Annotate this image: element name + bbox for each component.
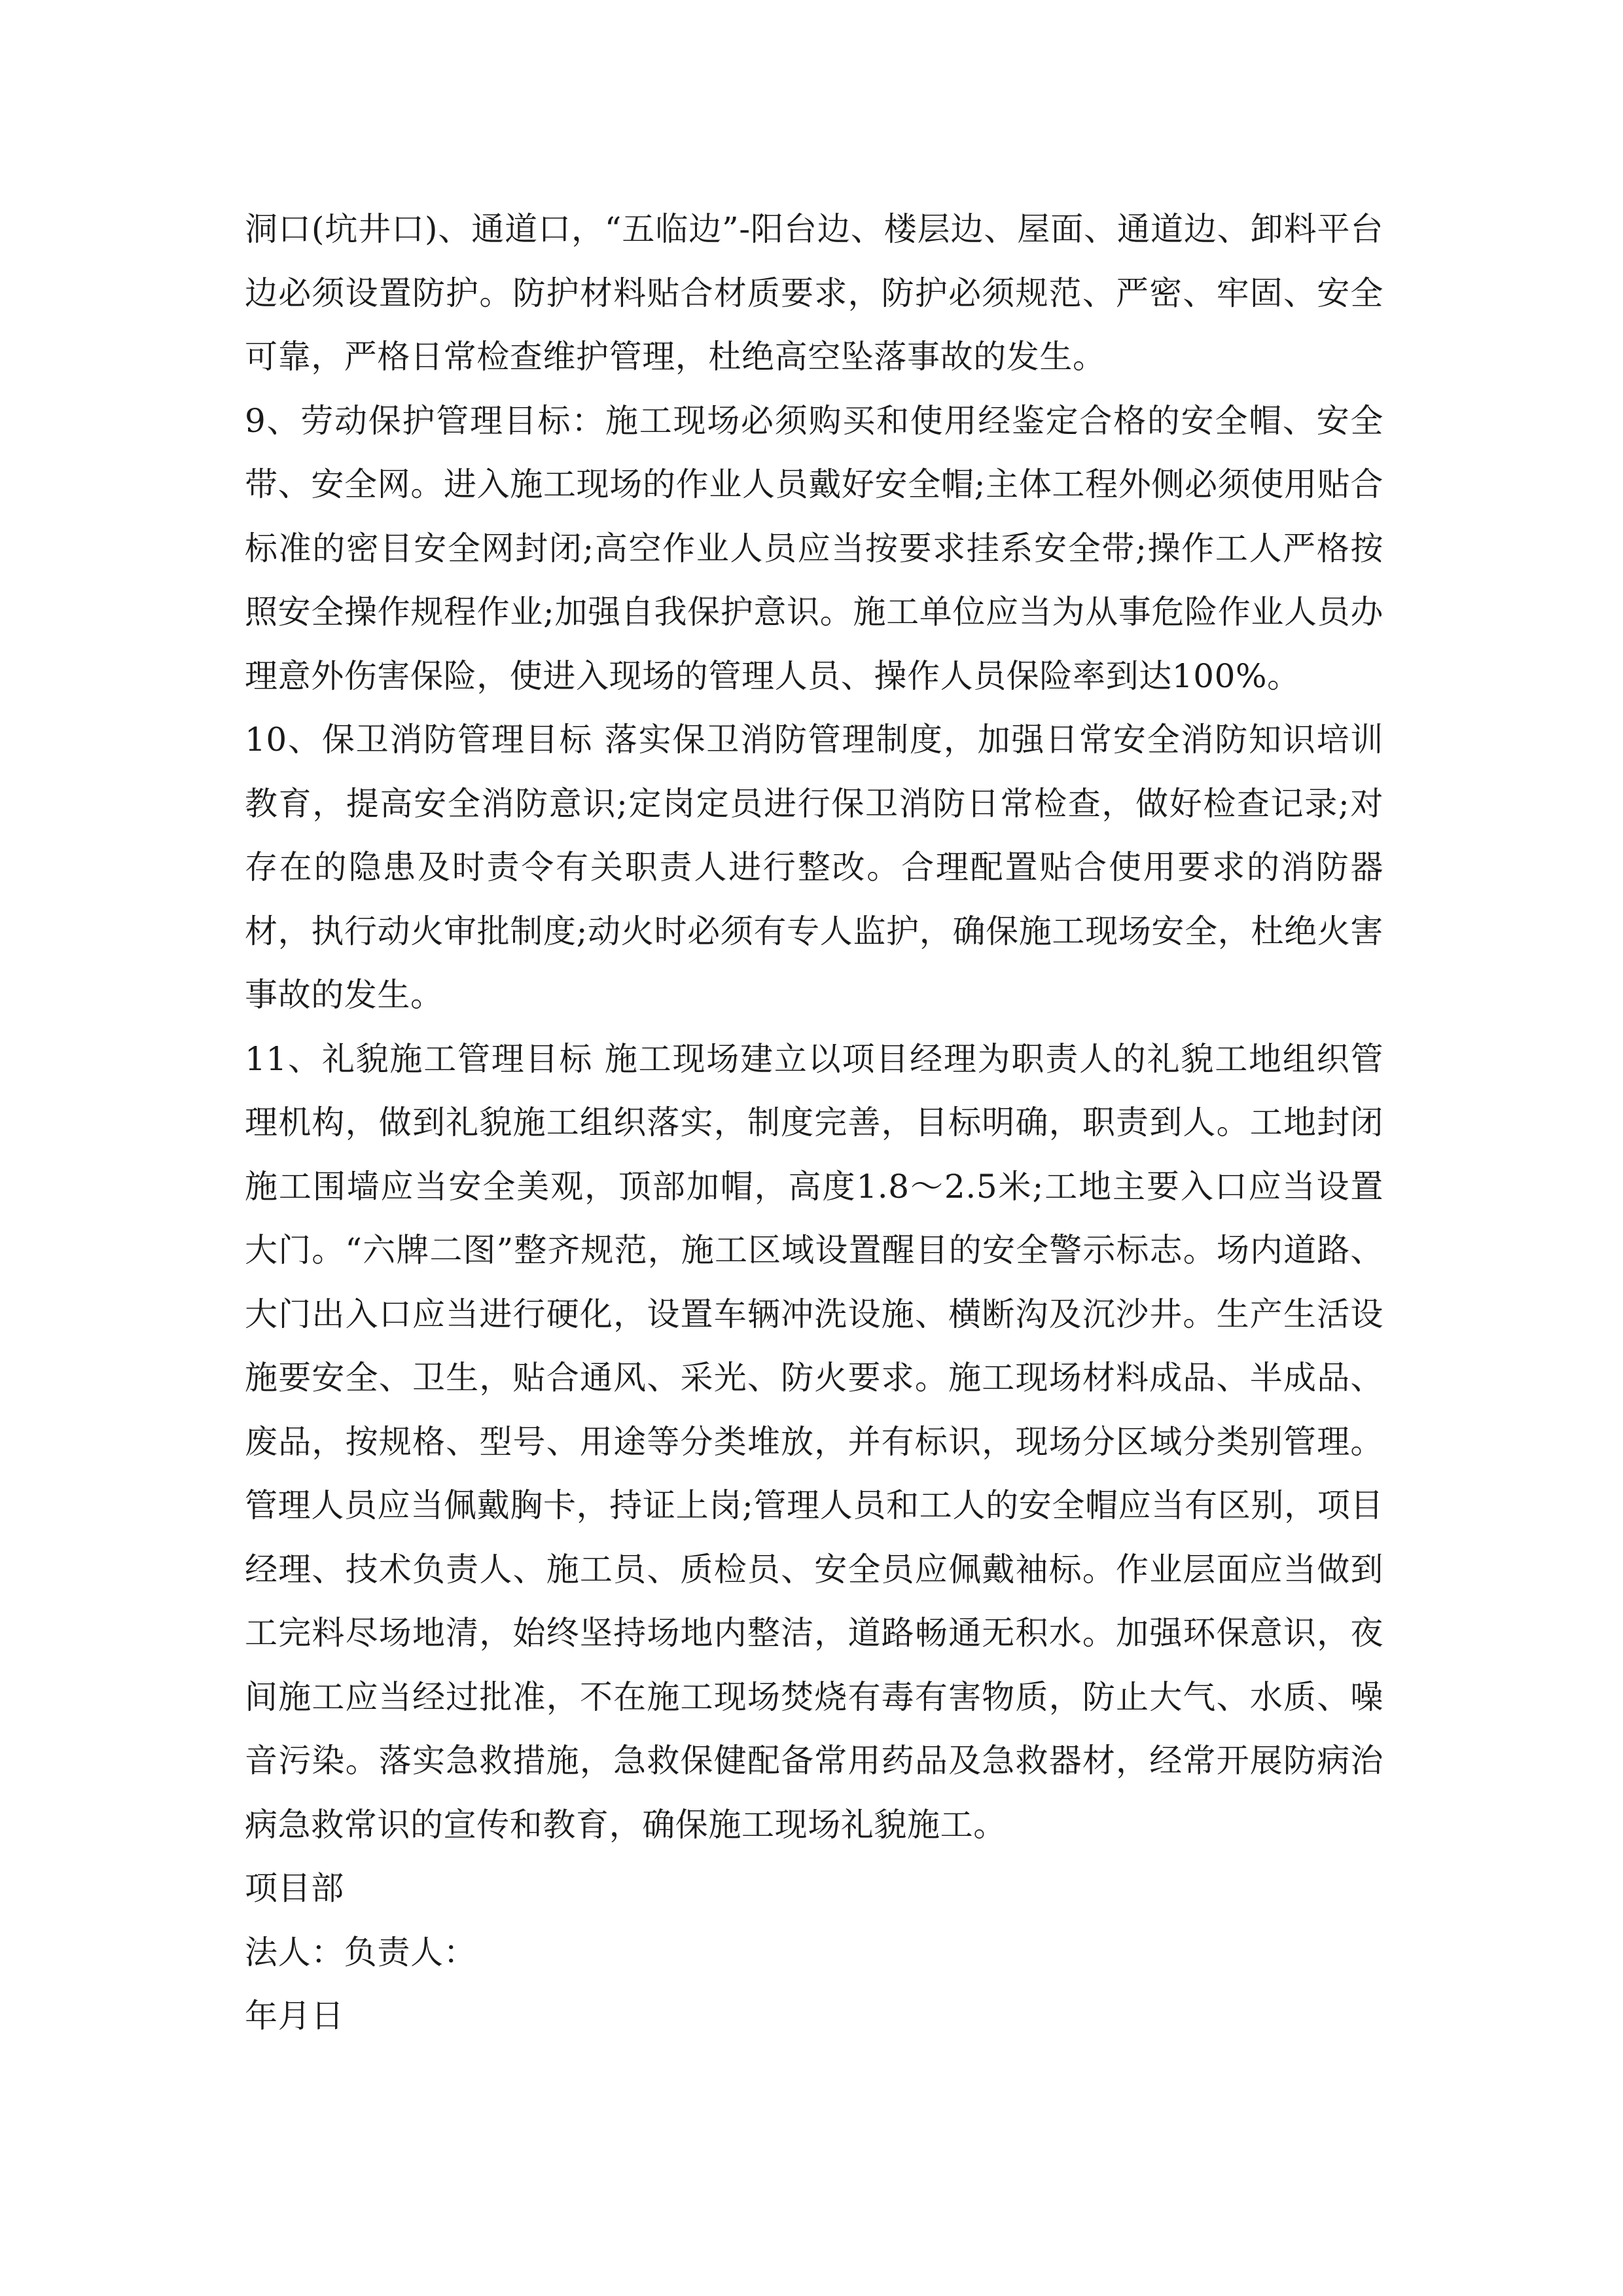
paragraph-civilized-construction: 11、礼貌施工管理目标 施工现场建立以项目经理为职责人的礼貌工地组织管理机构，做到礼貌施工组织落实，制度完善，目标明确，职责到人。工地封闭施工围墙应当安全美观，顶部加帽，高度1.8～2.5米;工地主要入口应当设置大门。“六牌二图”整齐规范，施工区域设置醒目的安全警示标志。场内道路、大门出入口应当进行硬化，设置车辆冲洗设施、横断沟及沉沙井。生产生活设施要安全、卫生，贴合通风、采光、防火要求。施工现场材料成品、半成品、废品，按规格、型号、用途等分类堆放，并有标识，现场分区域分类别管理。管理人员应当佩戴胸卡，持证上岗;管理人员和工人的安全帽应当有区别，项目经理、技术负责人、施工员、质检员、安全员应佩戴袖标。作业层面应当做到工完料尽场地清，始终坚持场地内整洁，道路畅通无积水。加强环保意识，夜间施工应当经过批准，不在施工现场焚烧有毒有害物质，防止大气、水质、噪音污染。落实急救措施，急救保健配备常用药品及急救器材，经常开展防病治病急救常识的宣传和教育，确保施工现场礼貌施工。 — [245, 1039, 1384, 1844]
paragraph-labor-protection: 9、劳动保护管理目标：施工现场必须购买和使用经鉴定合格的安全帽、安全带、安全网。进入施工现场的作业人员戴好安全帽;主体工程外侧必须使用贴合标准的密目安全网封闭;高空作业人员应当按要求挂系安全带;操作工人严格按照安全操作规程作业;加强自我保护意识。施工单位应当为从事危险作业人员办理意外伤害保险，使进入现场的管理人员、操作人员保险率到达100%。 — [245, 401, 1384, 695]
paragraph-fall-protection: 洞口(坑井口)、通道口，“五临边”-阳台边、楼层边、屋面、通道边、卸料平台边必须设置防护。防护材料贴合材质要求，防护必须规范、严密、牢固、安全可靠，严格日常检查维护管理，杜绝高空坠落事故的发生。 — [245, 210, 1383, 376]
date-line: 年月日 — [245, 1997, 344, 2035]
document-body — [245, 198, 1383, 2049]
signatory-line: 法人：负责人： — [245, 1933, 477, 1971]
paragraph-fire-safety: 10、保卫消防管理目标 落实保卫消防管理制度，加强日常安全消防知识培训教育，提高安全消防意识;定岗定员进行保卫消防日常检查，做好检查记录;对存在的隐患及时责令有关职责人进行整改。合理配置贴合使用要求的消防器材，执行动火审批制度;动火时必须有专人监护，确保施工现场安全，杜绝火害事故的发生。 — [245, 721, 1383, 1014]
project-department-label: 项目部 — [245, 1869, 344, 1907]
